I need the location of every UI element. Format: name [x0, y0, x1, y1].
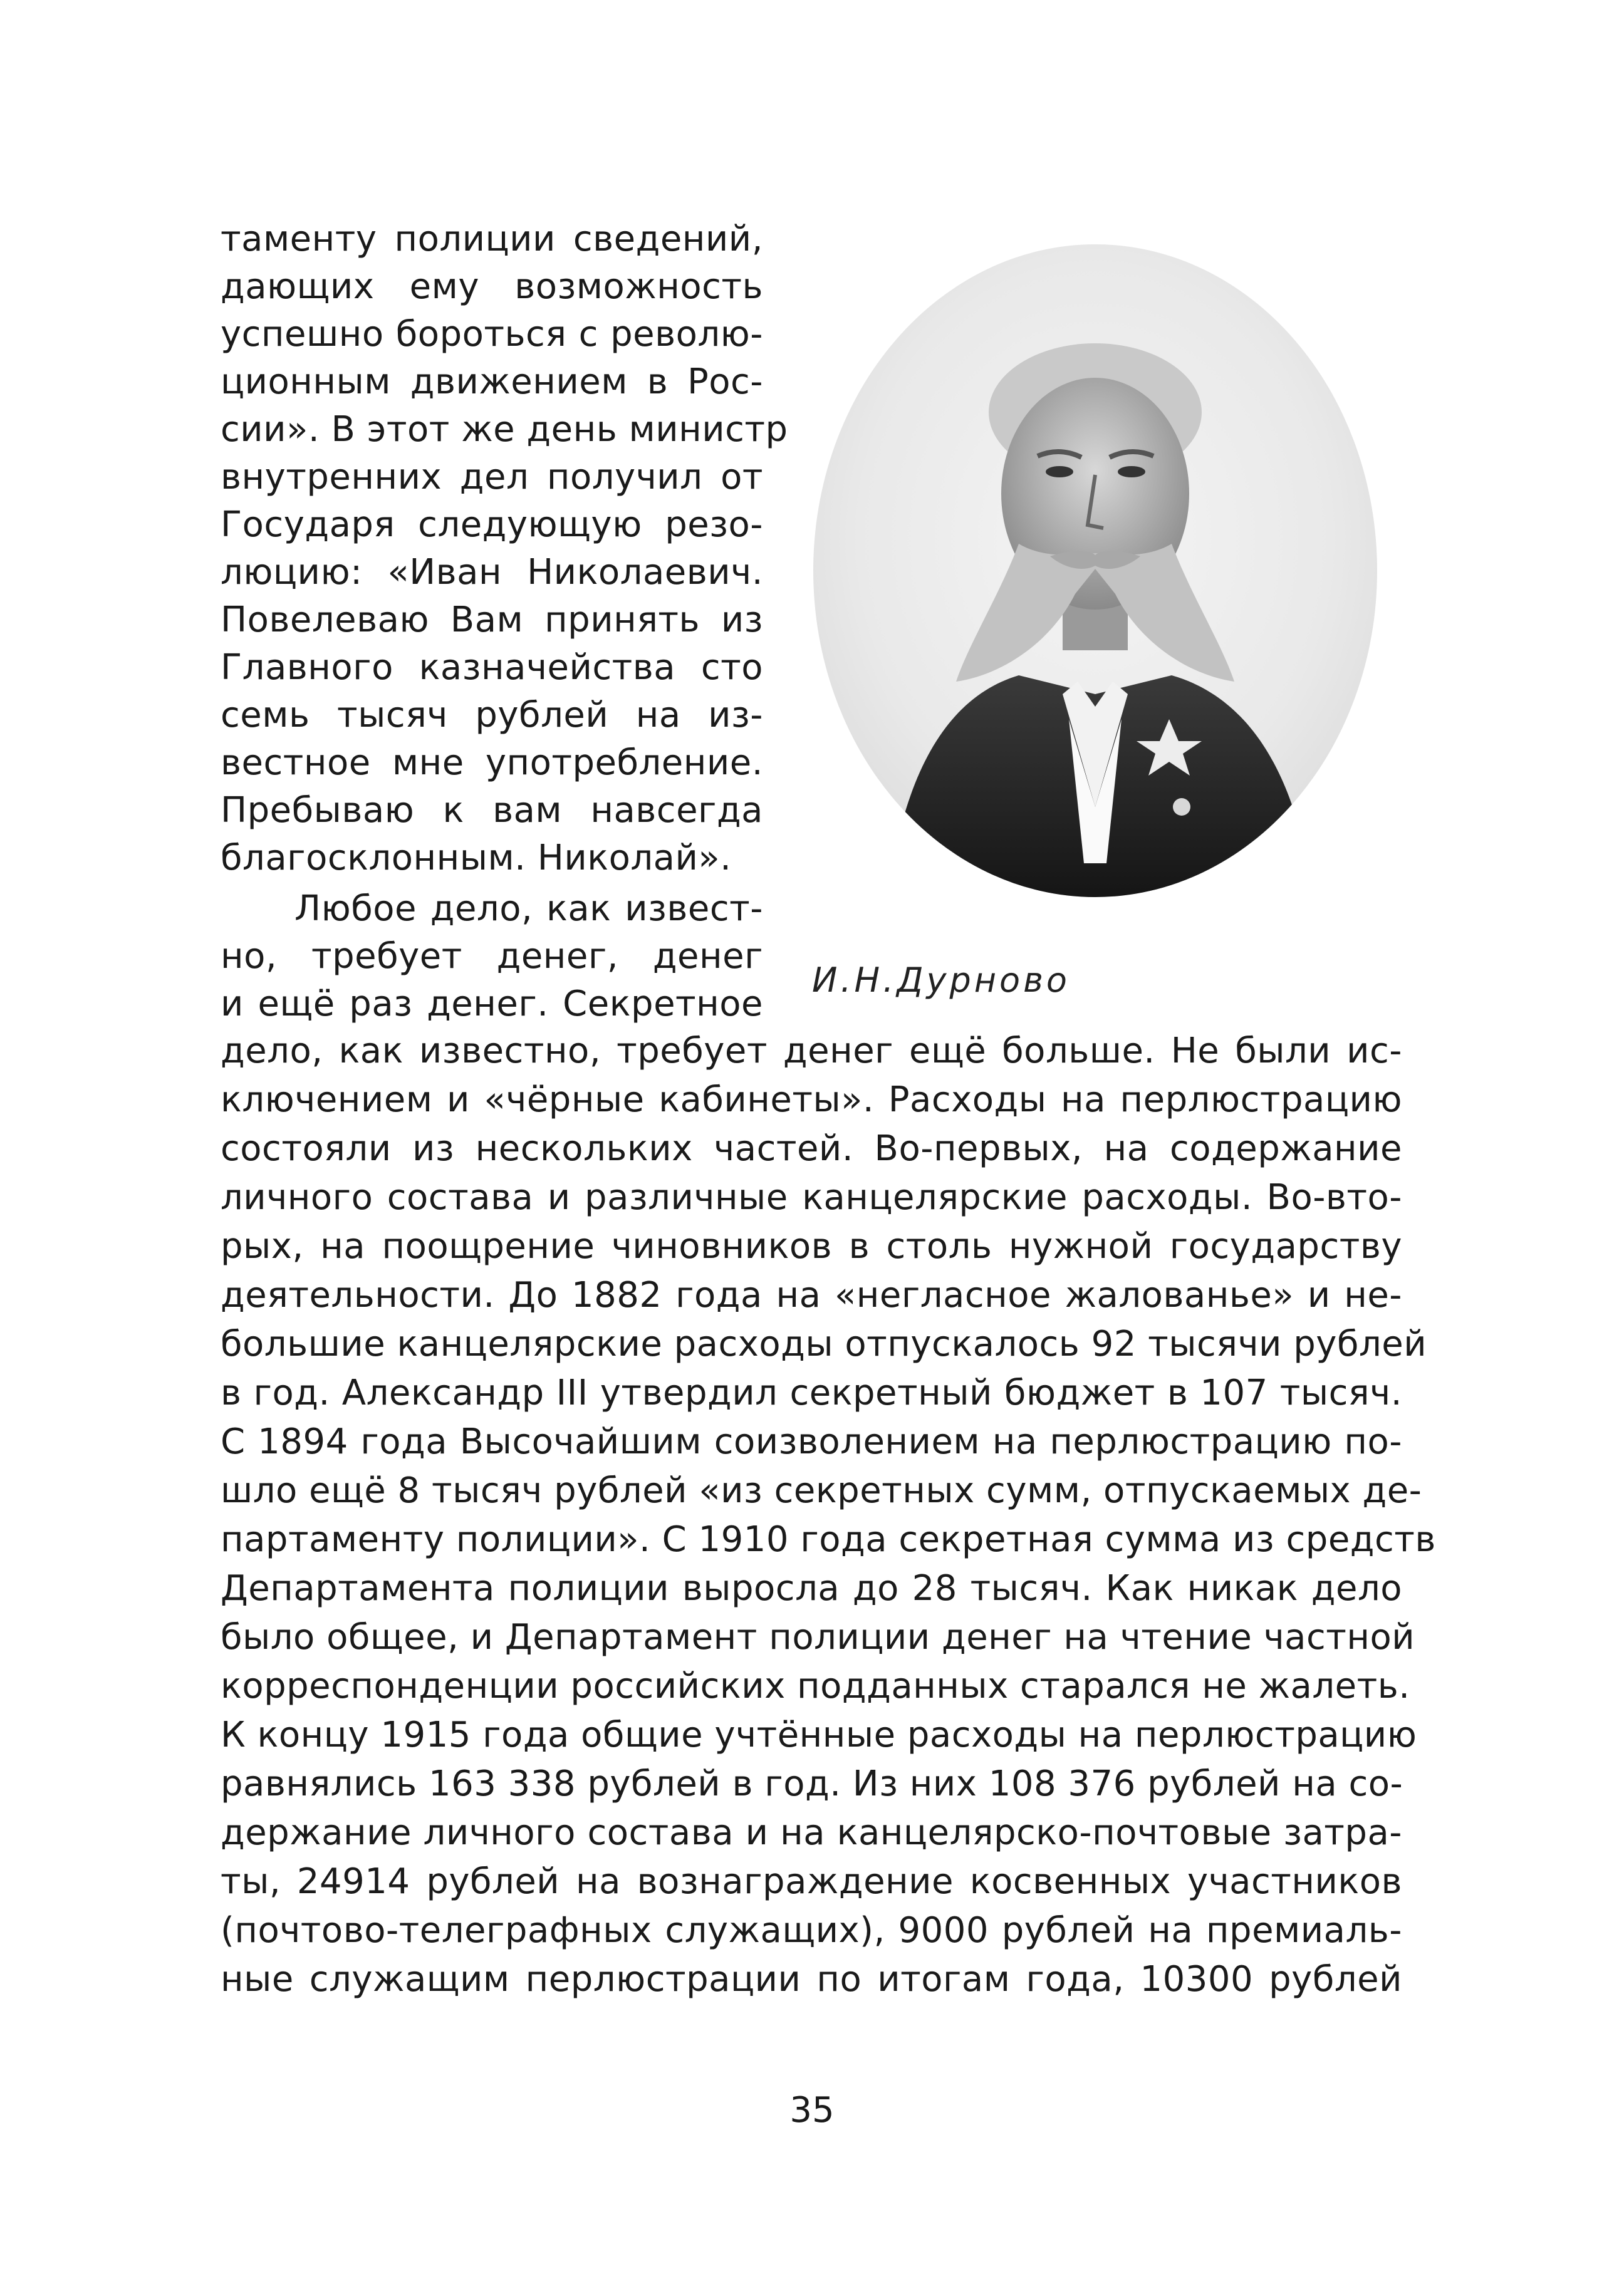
text-line: партаменту полиции». С 1910 года секретная сумма из средств: [221, 1519, 1436, 1560]
paragraph-first-line: Любое дело, как извест-: [294, 888, 763, 929]
text-line: люцию: «Иван Николаевич.: [221, 552, 763, 593]
text-line: держание личного состава и на канцелярско-почтовые затра-: [221, 1812, 1402, 1853]
text-line: шло ещё 8 тысяч рублей «из секретных сумм, отпускаемых де-: [221, 1470, 1422, 1511]
text-line: ключением и «чёрные кабинеты». Расходы на перлюстрацию: [221, 1079, 1402, 1120]
text-line: Пребываю к вам навсегда: [221, 790, 763, 831]
text-line: успешно бороться с револю-: [221, 314, 763, 355]
text-line: Государя следующую резо-: [221, 504, 763, 545]
text-line: Департамента полиции выросла до 28 тысяч. Как никак дело: [221, 1568, 1402, 1609]
text-line: внутренних дел получил от: [221, 457, 763, 497]
text-line: семь тысяч рублей на из-: [221, 695, 763, 735]
text-line: но, требует денег, денег: [221, 936, 763, 977]
text-line: ционным движением в Рос-: [221, 361, 763, 402]
text-line: К концу 1915 года общие учтённые расходы на перлюстрацию: [221, 1715, 1417, 1755]
text-line: дело, как известно, требует денег ещё больше. Не были ис-: [221, 1031, 1402, 1071]
text-line: состояли из нескольких частей. Во-первых, на содержание: [221, 1128, 1402, 1169]
page-number: 35: [789, 2090, 835, 2131]
text-line: ты, 24914 рублей на вознаграждение косвенных участников: [221, 1861, 1402, 1902]
text-line: С 1894 года Высочайшим соизволением на перлюстрацию по-: [221, 1421, 1402, 1462]
portrait-photo: [812, 243, 1378, 898]
text-line: таменту полиции сведений,: [221, 219, 763, 259]
text-line: корреспонденции российских подданных старался не жалеть.: [221, 1666, 1410, 1706]
text-line: рых, на поощрение чиновников в столь нужной государству: [221, 1226, 1402, 1267]
text-line: и ещё раз денег. Секретное: [221, 984, 763, 1024]
text-line: личного состава и различные канцелярские расходы. Во-вто-: [221, 1177, 1402, 1218]
text-line: Главного казначейства сто: [221, 647, 763, 688]
text-line: деятельности. До 1882 года на «негласное жалованье» и не-: [221, 1275, 1402, 1316]
photo-caption: И.Н.Дурново: [812, 960, 1070, 1000]
text-line: сии». В этот же день министр: [221, 409, 788, 450]
text-line: (почтово-телеграфных служащих), 9000 рублей на премиаль-: [221, 1910, 1402, 1951]
text-line: вестное мне употребление.: [221, 742, 763, 783]
text-line: большие канцелярские расходы отпускалось 92 тысячи рублей: [221, 1324, 1427, 1364]
text-line: равнялись 163 338 рублей в год. Из них 108 376 рублей на со-: [221, 1764, 1403, 1804]
text-line: Повелеваю Вам принять из: [221, 600, 763, 640]
text-line: благосклонным. Николай».: [221, 838, 732, 878]
text-line: ные служащим перлюстрации по итогам года, 10300 рублей: [221, 1959, 1402, 2000]
text-line: было общее, и Департамент полиции денег на чтение частной: [221, 1617, 1415, 1658]
text-line: дающих ему возможность: [221, 266, 763, 307]
text-line: в год. Александр III утвердил секретный бюджет в 107 тысяч.: [221, 1373, 1402, 1413]
